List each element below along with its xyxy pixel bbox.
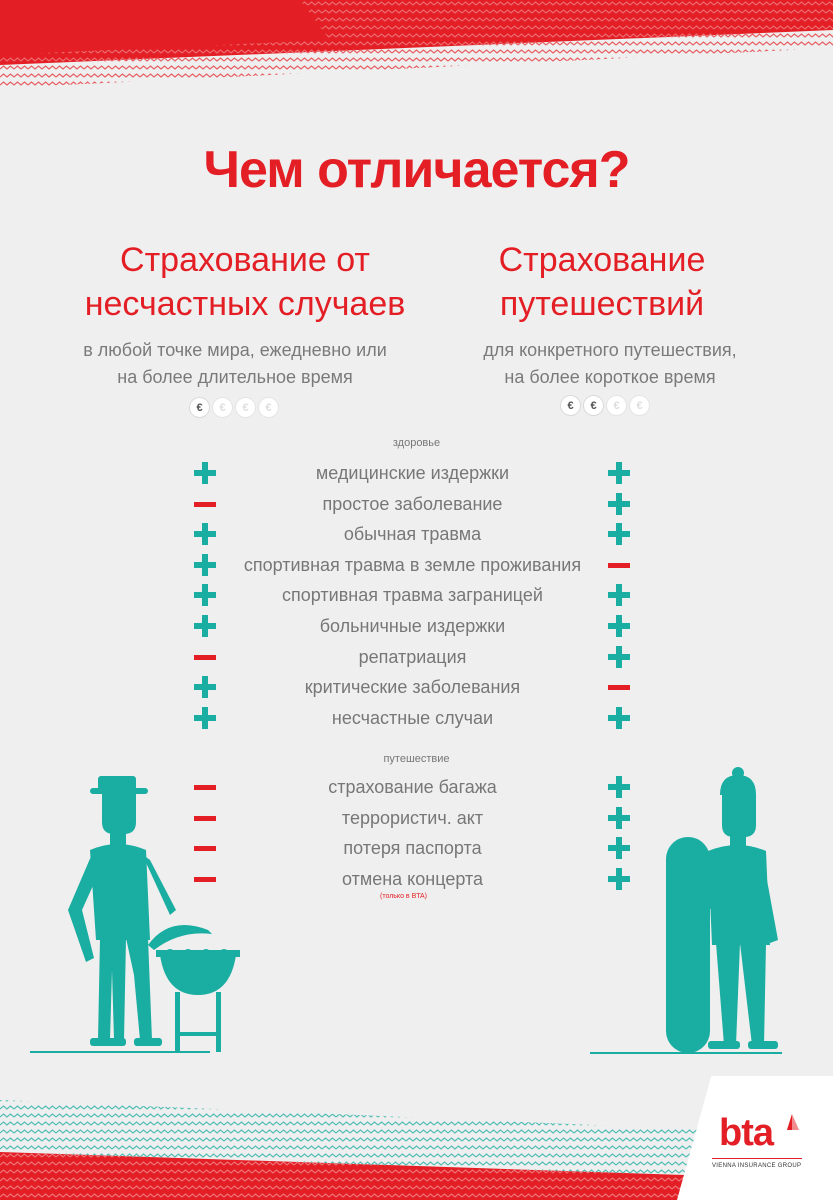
plus-icon bbox=[194, 615, 216, 637]
plus-icon bbox=[608, 584, 630, 606]
plus-icon bbox=[608, 462, 630, 484]
snowboarder-illustration bbox=[590, 765, 790, 1065]
row-label: обычная травма bbox=[343, 524, 482, 545]
bta-logo: bta bbox=[719, 1112, 773, 1154]
row-label: больничные издержки bbox=[319, 616, 506, 636]
page-title: Чем отличается? bbox=[203, 141, 630, 199]
euro-coin-icon: € bbox=[259, 398, 278, 417]
left-column-title-line2: несчастных случаев bbox=[84, 285, 406, 323]
comparison-row bbox=[0, 458, 833, 489]
plus-icon bbox=[194, 554, 216, 576]
logo-tagline: VIENNA INSURANCE GROUP bbox=[712, 1163, 802, 1169]
minus-icon bbox=[608, 554, 630, 576]
right-column-subtitle-line1: для конкретного путешествия, bbox=[483, 340, 737, 360]
minus-icon bbox=[608, 676, 630, 698]
minus-icon bbox=[194, 493, 216, 515]
plus-icon bbox=[194, 707, 216, 729]
comparison-row bbox=[0, 580, 833, 611]
row-label: критические заболевания bbox=[304, 677, 521, 698]
comparison-row bbox=[0, 703, 833, 734]
right-column-subtitle bbox=[420, 337, 800, 391]
euro-coin-icon: € bbox=[584, 396, 603, 415]
euro-coin-icon: € bbox=[561, 396, 580, 415]
comparison-row bbox=[0, 672, 833, 703]
footnote: (только в BTA) bbox=[380, 893, 427, 900]
left-column-subtitle-line1: в любой точке мира, ежедневно или bbox=[83, 340, 387, 360]
minus-icon bbox=[194, 646, 216, 668]
row-label: потеря паспорта bbox=[343, 838, 482, 859]
left-column-title-line1: Страхование от bbox=[120, 241, 370, 279]
plus-icon bbox=[194, 523, 216, 545]
left-column-title bbox=[55, 238, 435, 326]
plus-icon bbox=[194, 676, 216, 698]
comparison-row bbox=[0, 642, 833, 673]
man-with-grill-illustration bbox=[30, 770, 240, 1070]
top-decoration bbox=[0, 0, 833, 90]
euro-coin-icon: € bbox=[190, 398, 209, 417]
comparison-row bbox=[0, 611, 833, 642]
euro-coin-icon: € bbox=[213, 398, 232, 417]
right-cost-indicator bbox=[561, 396, 649, 415]
left-column-subtitle bbox=[45, 337, 425, 391]
plus-icon bbox=[608, 523, 630, 545]
plus-icon bbox=[194, 584, 216, 606]
comparison-row bbox=[0, 519, 833, 550]
section-label-travel: путешествие bbox=[383, 753, 450, 765]
row-label: страхование багажа bbox=[328, 777, 497, 797]
left-column-subtitle-line2: на более длительное время bbox=[117, 367, 353, 387]
row-label: спортивная травма в земле проживания bbox=[243, 554, 582, 575]
plus-icon bbox=[608, 646, 630, 668]
right-column-subtitle-line2: на более короткое время bbox=[504, 367, 716, 387]
plus-icon bbox=[608, 615, 630, 637]
logo-divider bbox=[712, 1158, 802, 1159]
row-label: репатриация bbox=[358, 646, 467, 667]
row-label: несчастные случаи bbox=[331, 707, 494, 728]
row-label: простое заболевание bbox=[322, 493, 503, 514]
plus-icon bbox=[194, 462, 216, 484]
euro-coin-icon: € bbox=[236, 398, 255, 417]
euro-coin-icon: € bbox=[607, 396, 626, 415]
row-label: медицинские издержки bbox=[315, 463, 510, 483]
logo-sail-icon bbox=[785, 1114, 799, 1130]
left-cost-indicator bbox=[190, 398, 278, 417]
plus-icon bbox=[608, 707, 630, 729]
comparison-row bbox=[0, 550, 833, 581]
euro-coin-icon: € bbox=[630, 396, 649, 415]
row-label: террористич. акт bbox=[341, 807, 484, 828]
right-column-title-line2: путешествий bbox=[499, 285, 705, 323]
plus-icon bbox=[608, 493, 630, 515]
right-column-title-line1: Страхование bbox=[498, 241, 706, 279]
comparison-row bbox=[0, 489, 833, 520]
row-label: спортивная травма заграницей bbox=[282, 585, 543, 606]
section-label-health: здоровье bbox=[392, 437, 441, 449]
row-label: отмена концерта bbox=[341, 868, 483, 889]
right-column-title bbox=[412, 238, 792, 326]
